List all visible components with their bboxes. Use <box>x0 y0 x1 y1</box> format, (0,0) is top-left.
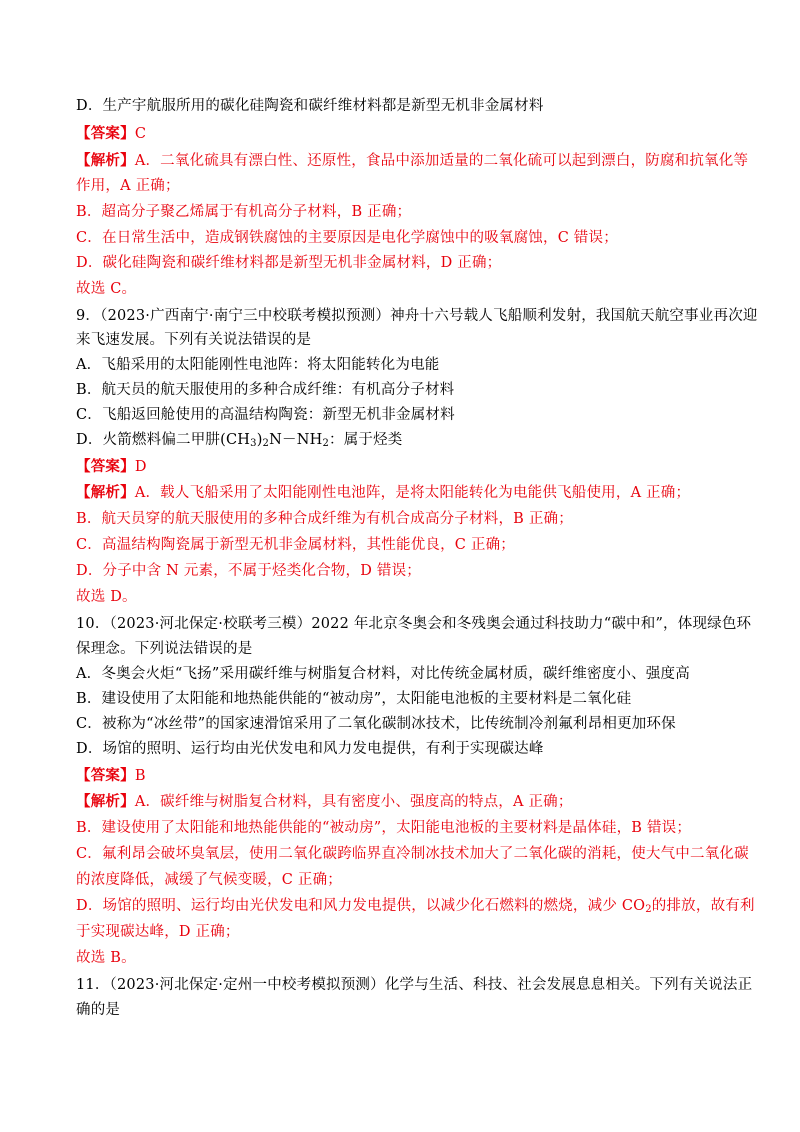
answer-tag: 【答案】 <box>76 458 135 475</box>
analysis-tag: 【解析】 <box>76 152 135 169</box>
option-a-q10: A．冬奥会火炬“飞扬”采用碳纤维与树脂复合材料，对比传统金属材质，碳纤维密度小、强度高 <box>76 666 690 682</box>
analysis-text: D．碳化硅陶瓷和碳纤维材料都是新型无机非金属材料，D 正确； <box>76 255 502 271</box>
analysis-text: C．在日常生活中，造成钢铁腐蚀的主要原因是电化学腐蚀中的吸氧腐蚀，C 错误； <box>76 230 618 246</box>
option-c-q9: C．飞船返回舱使用的高温结构陶瓷：新型无机非金属材料 <box>76 407 455 423</box>
analysis-tag: 【解析】 <box>76 484 135 501</box>
analysis-text: 作用，A 正确； <box>76 178 180 194</box>
analysis-text: D．场馆的照明、运行均由光伏发电和风力发电提供，以减少化石燃料的燃烧，减少 $CO_2$的排放，故有利 <box>76 898 755 915</box>
answer-line-q9 <box>76 457 726 477</box>
analysis-tag: 【解析】 <box>76 793 135 810</box>
analysis-text: C．氟利昂会破坏臭氧层，使用二氧化碳跨临界直冷制冰技术加大了二氧化碳的消耗，使大气中二氧化碳 <box>76 846 749 862</box>
answer-line-q10 <box>76 766 726 786</box>
analysis-text: D．分子中含 N 元素，不属于烃类化合物，D 错误； <box>76 563 421 579</box>
option-d-q8: D．生产宇航服所用的碳化硅陶瓷和碳纤维材料都是新型无机非金属材料 <box>76 98 544 114</box>
answer-value: D <box>134 459 147 475</box>
option-d-q10: D．场馆的照明、运行均由光伏发电和风力发电提供，有利于实现碳达峰 <box>76 741 544 757</box>
option-b-q9: B．航天员的航天服使用的多种合成纤维：有机高分子材料 <box>76 382 455 398</box>
answer-value: C <box>134 126 147 142</box>
option-b-q10: B．建设使用了太阳能和地热能供能的“被动房”，太阳能电池板的主要材料是二氧化硅 <box>76 691 632 707</box>
answer-line-q8 <box>76 124 726 144</box>
question-10-stem: 10．（2023·河北保定·校联考三模）2022 年北京冬奥会和冬残奥会通过科技助力“碳中和”，体现绿色环 <box>76 616 752 632</box>
question-9-stem: 9．（2023·广西南宁·南宁三中校联考模拟预测）神舟十六号载人飞船顺利发射，我国航天航空事业再次迎 <box>76 308 758 324</box>
answer-value: B <box>134 768 146 784</box>
answer-tag: 【答案】 <box>76 767 135 784</box>
option-a-q9: A．飞船采用的太阳能刚性电池阵：将太阳能转化为电能 <box>76 357 440 373</box>
analysis-line-q8: 【解析】A．二氧化硫具有漂白性、还原性，食品中添加适量的二氧化硫可以起到漂白，防腐和抗氧化等 <box>76 152 749 169</box>
question-11-stem: 11．（2023·河北保定·定州一中校考模拟预测）化学与生活、科技、社会发展息息相关。下列有关说法正 <box>76 977 753 993</box>
question-10-stem-cont: 保理念。下列说法错误的是 <box>76 641 253 657</box>
analysis-text: B．超高分子聚乙烯属于有机高分子材料，B 正确； <box>76 204 412 220</box>
analysis-text: 于实现碳达峰，D 正确； <box>76 924 240 940</box>
question-11-stem-cont: 确的是 <box>76 1002 121 1018</box>
analysis-text: B．航天员穿的航天服使用的多种合成纤维为有机合成高分子材料，B 正确； <box>76 511 573 527</box>
answer-tag: 【答案】 <box>76 125 135 142</box>
conclusion-text: 故选 B。 <box>76 950 136 966</box>
conclusion-text: 故选 C。 <box>76 281 137 297</box>
analysis-line-q10: 【解析】A．碳纤维与树脂复合材料，具有密度小、强度高的特点，A 正确； <box>76 793 573 810</box>
conclusion-text: 故选 D。 <box>76 589 137 605</box>
analysis-text: C．高温结构陶瓷属于新型无机非金属材料，其性能优良，C 正确； <box>76 537 515 553</box>
analysis-text: 的浓度降低，减缓了气候变暖，C 正确； <box>76 872 343 888</box>
analysis-line-q9: 【解析】A．载人飞船采用了太阳能刚性电池阵，是将太阳能转化为电能供飞船使用，A 正确； <box>76 484 691 501</box>
question-9-stem-cont: 来飞速发展。下列有关说法错误的是 <box>76 332 312 348</box>
option-d-q9: D．火箭燃料偏二甲肼$(CH_3)_2N-NH_2$：属于烃类 <box>76 432 403 449</box>
option-c-q10: C．被称为“冰丝带”的国家速滑馆采用了二氧化碳制冰技术，比传统制冷剂氟利昂相更加环保 <box>76 716 676 732</box>
analysis-text: B．建设使用了太阳能和地热能供能的“被动房”，太阳能电池板的主要材料是晶体硅，B 错误； <box>76 820 692 836</box>
